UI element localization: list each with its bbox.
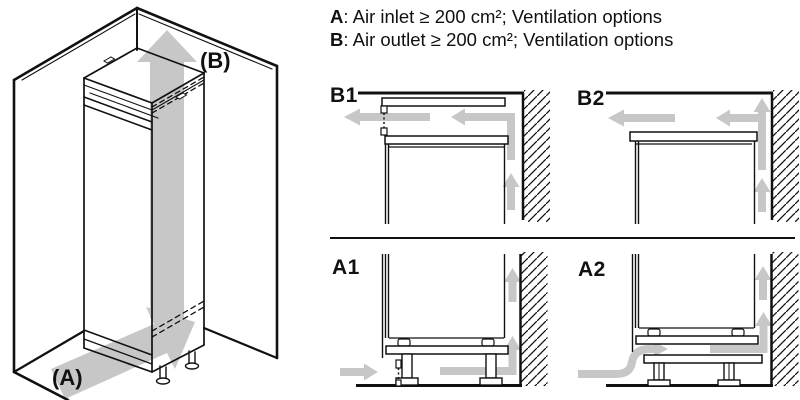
panel-a1-label: A1 (332, 256, 360, 279)
panel-b1 (330, 60, 555, 238)
b2-out-left-arrow (608, 110, 675, 127)
a2-inlet-curve-arrow (578, 349, 654, 374)
panel-a2 (570, 240, 800, 400)
panel-b1-drawing (330, 60, 555, 238)
a1-wall-hatching (522, 252, 548, 386)
legend-desc-b: : Air outlet ≥ 200 cm²; Ventilation options (343, 29, 674, 50)
legend-line-air-outlet (330, 28, 673, 51)
isometric-niche-figure (0, 0, 330, 400)
a1-structure-lines (356, 254, 522, 386)
legend-text (330, 5, 673, 51)
b2-airflow-arrows (608, 98, 771, 212)
iso-label-air-outlet: (B) (200, 48, 231, 73)
panel-a2-label: A2 (578, 258, 606, 281)
a1-channel-up-arrow (504, 268, 521, 302)
a2-channel-up-arrow (755, 266, 772, 300)
b2-wall-hatching (773, 90, 799, 222)
b1-airflow-arrows (344, 109, 520, 211)
a1-bend-up-arrow (440, 336, 521, 375)
legend-line-air-inlet (330, 5, 673, 28)
a1-inlet-right-arrow (340, 364, 378, 381)
legend-key-a: A (330, 6, 344, 27)
b1-bend-left-arrow (451, 109, 515, 161)
a2-wall-hatching (773, 252, 799, 386)
air-outlet-up-arrow (137, 30, 197, 332)
panel-a1-drawing (330, 240, 555, 400)
b1-wall-hatching (524, 90, 550, 222)
b2-structure-lines (606, 93, 773, 224)
b2-channel-up-arrow (754, 178, 771, 212)
iso-label-air-inlet: (A) (52, 365, 83, 390)
panel-b1-label: B1 (330, 84, 358, 107)
panel-b2 (570, 60, 800, 238)
row-divider-line (330, 237, 795, 239)
panel-b2-label: B2 (577, 87, 605, 110)
iso-airflow-arrows (51, 30, 197, 399)
legend-desc-a: : Air inlet ≥ 200 cm²; Ventilation options (343, 6, 663, 27)
legend-key-b: B (330, 29, 344, 50)
panel-a1 (330, 240, 555, 400)
b1-structure-lines (358, 93, 524, 224)
